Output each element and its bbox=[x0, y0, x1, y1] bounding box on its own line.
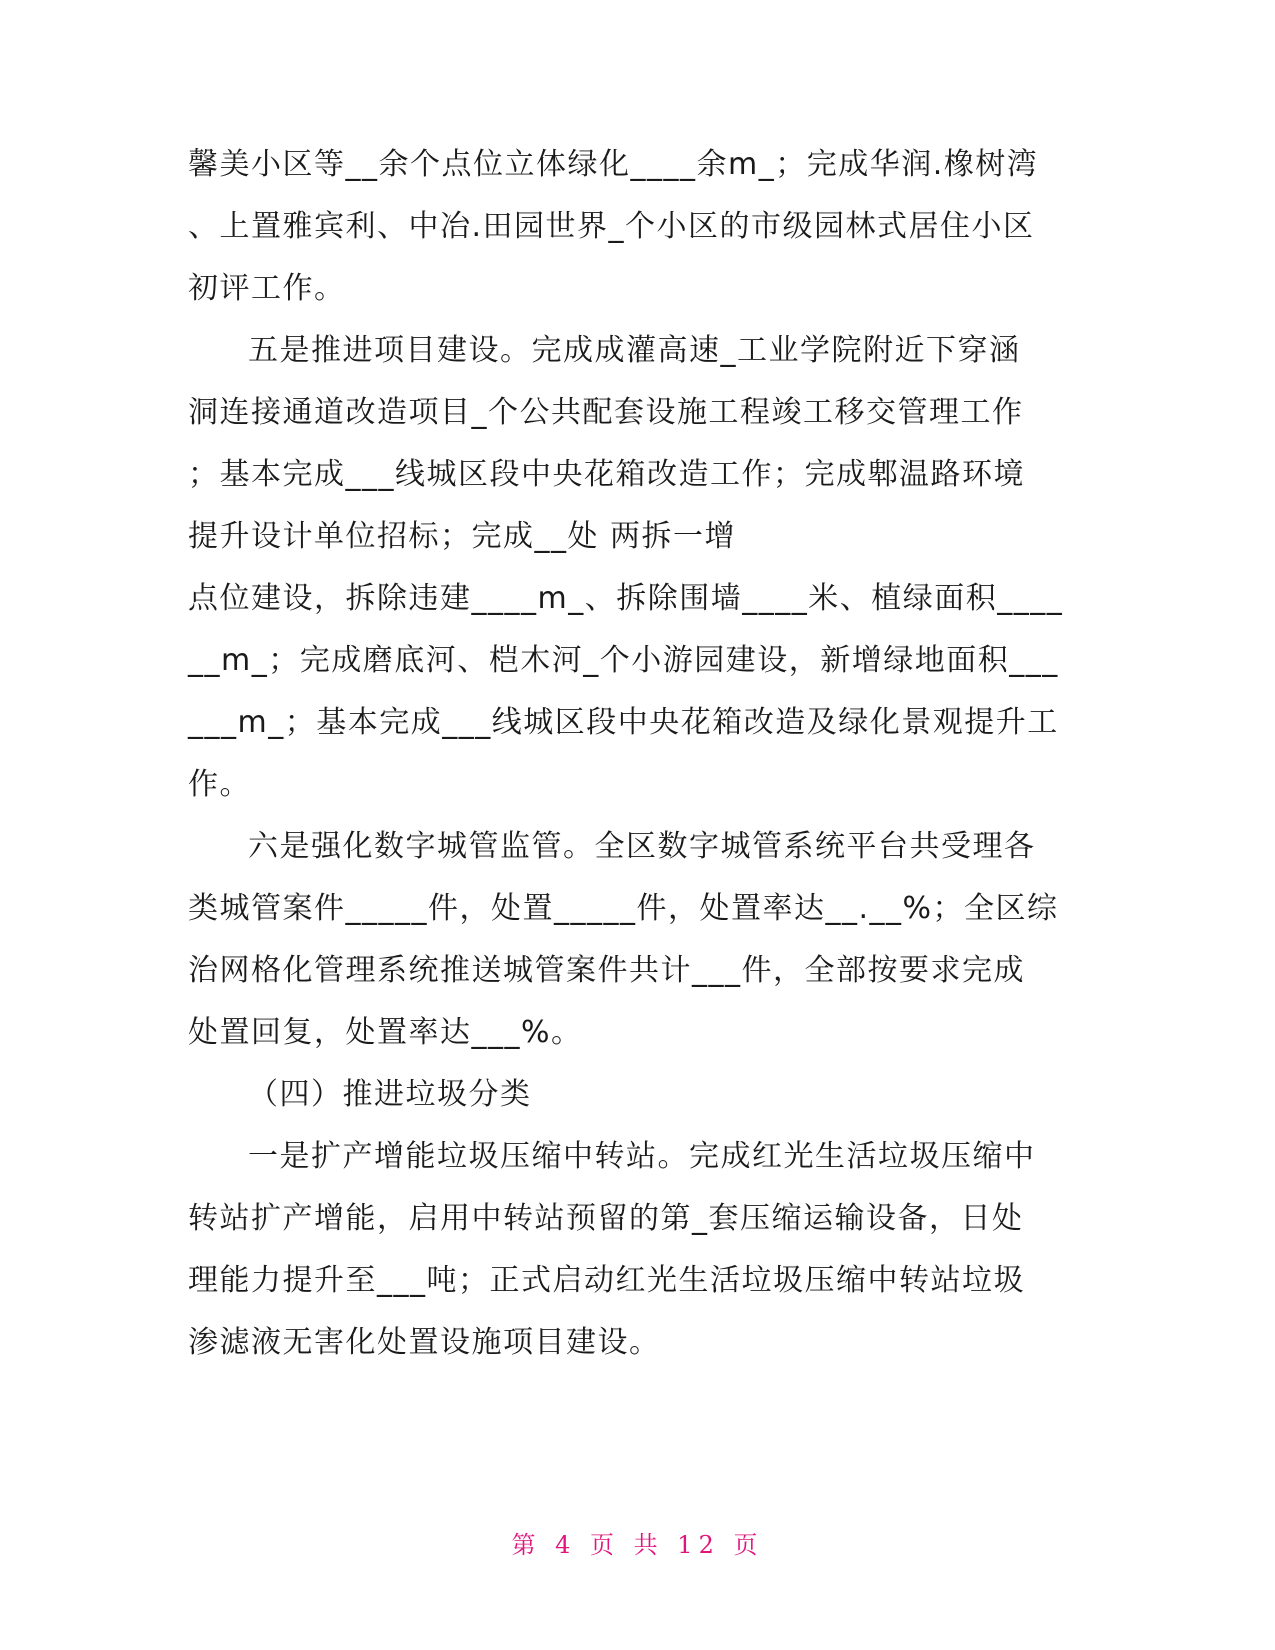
text-line: 渗滤液无害化处置设施项目建设。 bbox=[188, 1325, 661, 1360]
text-line: 作。 bbox=[188, 767, 251, 802]
paragraph-heading-line: 一是扩产增能垃圾压缩中转站。完成红光生活垃圾压缩中 bbox=[248, 1139, 1036, 1174]
paragraph-heading-line: 五是推进项目建设。完成成灌高速_工业学院附近下穿涵 bbox=[248, 333, 1021, 368]
text-line: 点位建设，拆除违建____m_、拆除围墙____米、植绿面积____ bbox=[188, 581, 1064, 616]
text-line: 理能力提升至___吨；正式启动红光生活垃圾压缩中转站垃圾 bbox=[188, 1263, 1025, 1298]
text-line: __m_；完成磨底河、桤木河_个小游园建设，新增绿地面积___ bbox=[188, 643, 1059, 678]
page-number-footer: 第 4 页 共 12 页 bbox=[511, 1531, 764, 1559]
section-heading: （四）推进垃圾分类 bbox=[248, 1077, 532, 1112]
text-line: 洞连接通道改造项目_个公共配套设施工程竣工移交管理工作 bbox=[188, 395, 1024, 430]
text-line: ；基本完成___线城区段中央花箱改造工作；完成郫温路环境 bbox=[188, 457, 1025, 492]
text-line: 馨美小区等__余个点位立体绿化____余m_；完成华润.橡树湾 bbox=[188, 147, 1039, 182]
text-line: 转站扩产增能，启用中转站预留的第_套压缩运输设备，日处 bbox=[188, 1201, 1024, 1236]
text-line: ___m_；基本完成___线城区段中央花箱改造及绿化景观提升工 bbox=[188, 705, 1059, 740]
text-line: 类城管案件_____件，处置_____件，处置率达__.__%；全区综 bbox=[188, 891, 1059, 926]
text-line: 处置回复，处置率达___%。 bbox=[188, 1015, 583, 1050]
text-line: 治网格化管理系统推送城管案件共计___件，全部按要求完成 bbox=[188, 953, 1025, 988]
text-line: 、上置雅宾利、中冶.田园世界_个小区的市级园林式居住小区 bbox=[188, 209, 1035, 244]
paragraph-heading-line: 六是强化数字城管监管。全区数字城管系统平台共受理各 bbox=[248, 829, 1036, 864]
text-line: 初评工作。 bbox=[188, 271, 346, 306]
text-line: 提升设计单位招标；完成__处 两拆一增 bbox=[188, 519, 737, 554]
